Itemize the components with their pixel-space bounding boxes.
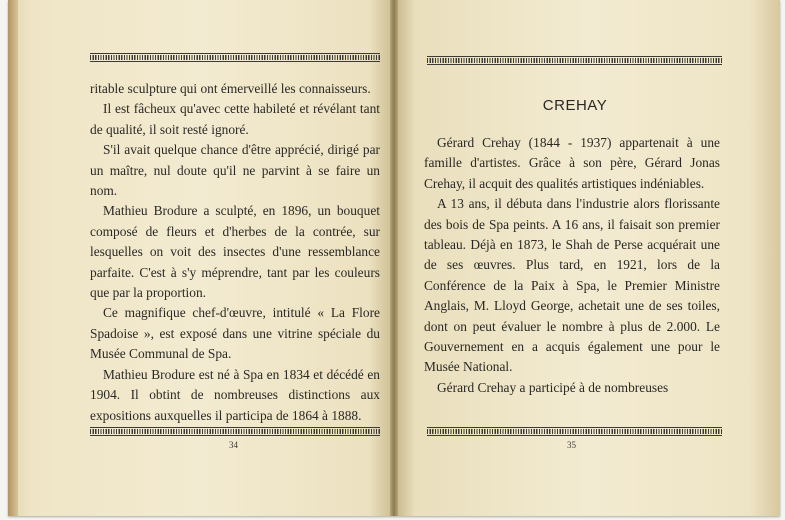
paragraph: Gérard Crehay a participé à de nombreuses	[437, 379, 669, 395]
right-page-text	[424, 133, 720, 398]
paragraph: A 13 ans, il débuta dans l'industrie alors florissante des bois de Spa peints. A 16 ans, il faisait son premier tableau. Déjà en 1873, le Shah de Perse acquérait une de ses œuvres. Plus tard, en 1921, lors de la Conférence de la Paix à Spa, le Premier Ministre Anglais, M. Lloyd George, achetait une de ses toiles, dont on peut évaluer le nombre à plus de 2.000. Le Gouvernement en a acquis également une pour le Musée National.	[424, 196, 720, 375]
book-spine	[390, 0, 398, 516]
left-page-number: 34	[229, 440, 238, 450]
paragraph: Gérard Crehay (1844 - 1937) appartenait à une famille d'artistes. Grâce à son père, Gérard Jonas Crehay, il acquit des qualités artistiques indéniables.	[424, 135, 720, 191]
paragraph: S'il avait quelque chance d'être apprécié, dirigé par un maître, nul doute qu'il ne parvint à se faire un nom.	[90, 142, 380, 199]
section-heading: CREHAY	[542, 97, 608, 114]
paragraph: ritable sculpture qui ont émerveillé les connaisseurs.	[90, 81, 371, 96]
book-cover-edge	[8, 0, 18, 516]
paragraph: Mathieu Brodure est né à Spa en 1834 et décédé en 1904. Il obtint de nombreuses distinctions aux expositions auxquelles il participa de 1864 à 1888.	[90, 366, 380, 423]
right-bottom-rule	[427, 427, 722, 436]
paragraph: Mathieu Brodure a sculpté, en 1896, un bouquet composé de fleurs et d'herbes de la contrée, sur lesquelles on voit des insectes d'une ressemblance parfaite. C'est à s'y méprendre, tant par les couleurs que par la proportion.	[90, 203, 380, 301]
left-page-text	[90, 79, 380, 426]
paragraph: Ce magnifique chef-d'œuvre, intitulé « La Flore Spadoise », est exposé dans une vitrine spéciale du Musée Communal de Spa.	[90, 305, 380, 362]
right-top-rule	[427, 56, 722, 65]
left-top-rule	[90, 53, 380, 62]
paragraph: Il est fâcheux qu'avec cette habileté et révélant tant de qualité, il soit resté ignoré.	[90, 101, 380, 137]
right-page-number: 35	[567, 440, 576, 450]
left-bottom-rule	[90, 427, 380, 436]
